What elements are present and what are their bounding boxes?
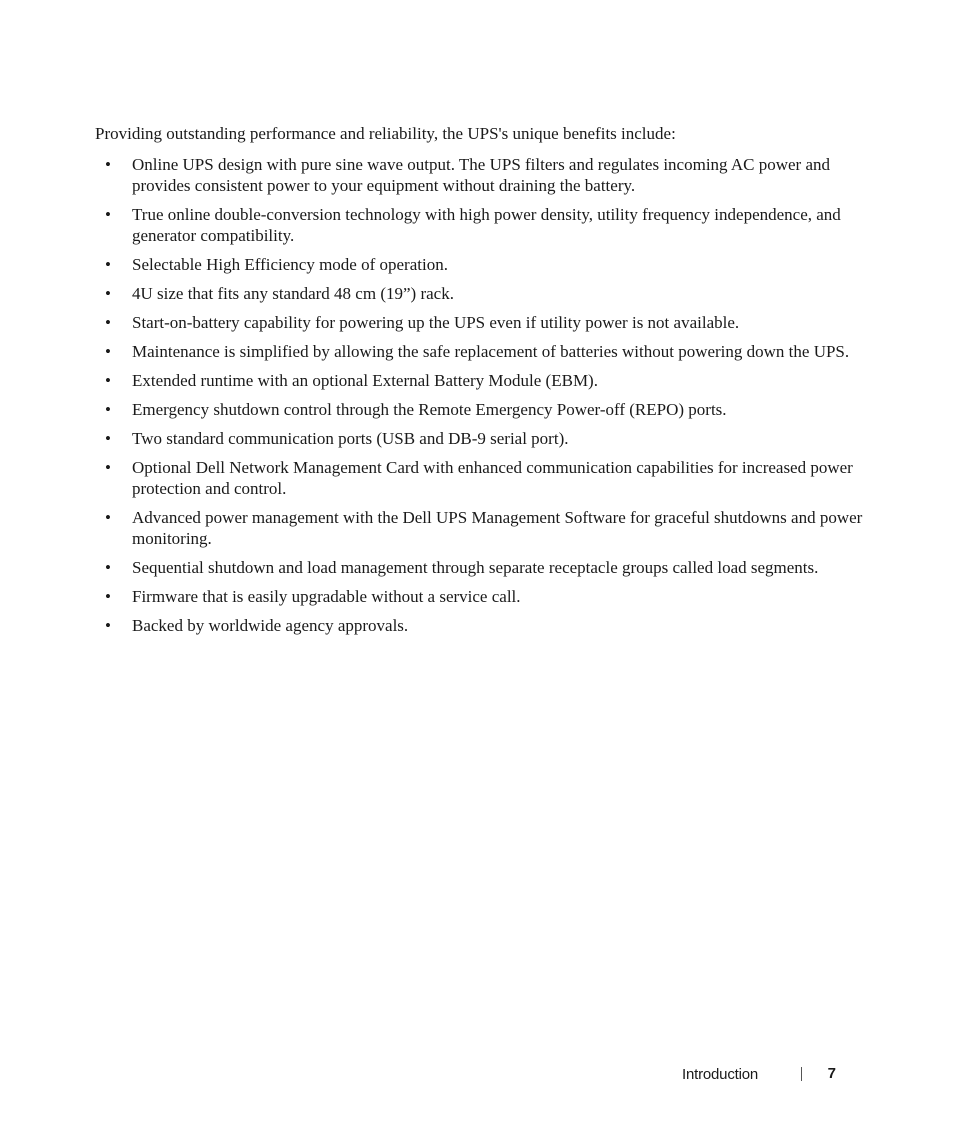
list-item bbox=[105, 457, 865, 499]
list-item bbox=[105, 341, 865, 362]
list-item-text: Online UPS design with pure sine wave output. The UPS filters and regulates incoming AC power and provides consistent power to your equipment without draining the battery. bbox=[132, 155, 831, 195]
list-item bbox=[105, 399, 865, 420]
bullet-icon: • bbox=[105, 371, 111, 390]
list-item-text: True online double-conversion technology with high power density, utility frequency independence, and generator compatibility. bbox=[132, 205, 841, 245]
list-item-text: Two standard communication ports (USB and DB-9 serial port). bbox=[132, 429, 569, 448]
list-item bbox=[105, 557, 865, 578]
list-item-text: Sequential shutdown and load management through separate receptacle groups called load segments. bbox=[132, 558, 819, 577]
list-item-text: Firmware that is easily upgradable without a service call. bbox=[132, 587, 521, 606]
bullet-icon: • bbox=[105, 155, 111, 174]
list-item-text: Emergency shutdown control through the Remote Emergency Power-off (REPO) ports. bbox=[132, 400, 727, 419]
list-item-text: Extended runtime with an optional External Battery Module (EBM). bbox=[132, 371, 598, 390]
bullet-icon: • bbox=[105, 342, 111, 361]
list-item bbox=[105, 154, 865, 196]
list-item-text: Maintenance is simplified by allowing the safe replacement of batteries without powering down the UPS. bbox=[132, 342, 850, 361]
bullet-icon: • bbox=[105, 616, 111, 635]
page-footer bbox=[600, 1063, 840, 1085]
list-item bbox=[105, 615, 865, 636]
benefits-list bbox=[105, 154, 865, 644]
bullet-icon: • bbox=[105, 255, 111, 274]
list-item bbox=[105, 586, 865, 607]
bullet-icon: • bbox=[105, 429, 111, 448]
list-item bbox=[105, 254, 865, 275]
list-item-text: Optional Dell Network Management Card with enhanced communication capabilities for increased power protection and control. bbox=[132, 458, 853, 498]
page-number: 7 bbox=[827, 1065, 836, 1082]
list-item-text: 4U size that fits any standard 48 cm (19”) rack. bbox=[132, 284, 454, 303]
list-item bbox=[105, 428, 865, 449]
bullet-icon: • bbox=[105, 508, 111, 527]
footer-section-title: Introduction bbox=[682, 1066, 758, 1083]
bullet-icon: • bbox=[105, 458, 111, 477]
bullet-icon: • bbox=[105, 313, 111, 332]
list-item-text: Selectable High Efficiency mode of operation. bbox=[132, 255, 448, 274]
bullet-icon: • bbox=[105, 400, 111, 419]
footer-divider bbox=[801, 1067, 802, 1081]
list-item bbox=[105, 370, 865, 391]
list-item-text: Advanced power management with the Dell UPS Management Software for graceful shutdowns and power monitoring. bbox=[132, 508, 863, 548]
bullet-icon: • bbox=[105, 205, 111, 224]
list-item bbox=[105, 312, 865, 333]
list-item-text: Start-on-battery capability for powering up the UPS even if utility power is not available. bbox=[132, 313, 740, 332]
list-item bbox=[105, 507, 865, 549]
bullet-icon: • bbox=[105, 587, 111, 606]
bullet-icon: • bbox=[105, 284, 111, 303]
intro-paragraph: Providing outstanding performance and reliability, the UPS's unique benefits include: bbox=[95, 124, 676, 143]
list-item bbox=[105, 283, 865, 304]
list-item-text: Backed by worldwide agency approvals. bbox=[132, 616, 409, 635]
list-item bbox=[105, 204, 865, 246]
bullet-icon: • bbox=[105, 558, 111, 577]
